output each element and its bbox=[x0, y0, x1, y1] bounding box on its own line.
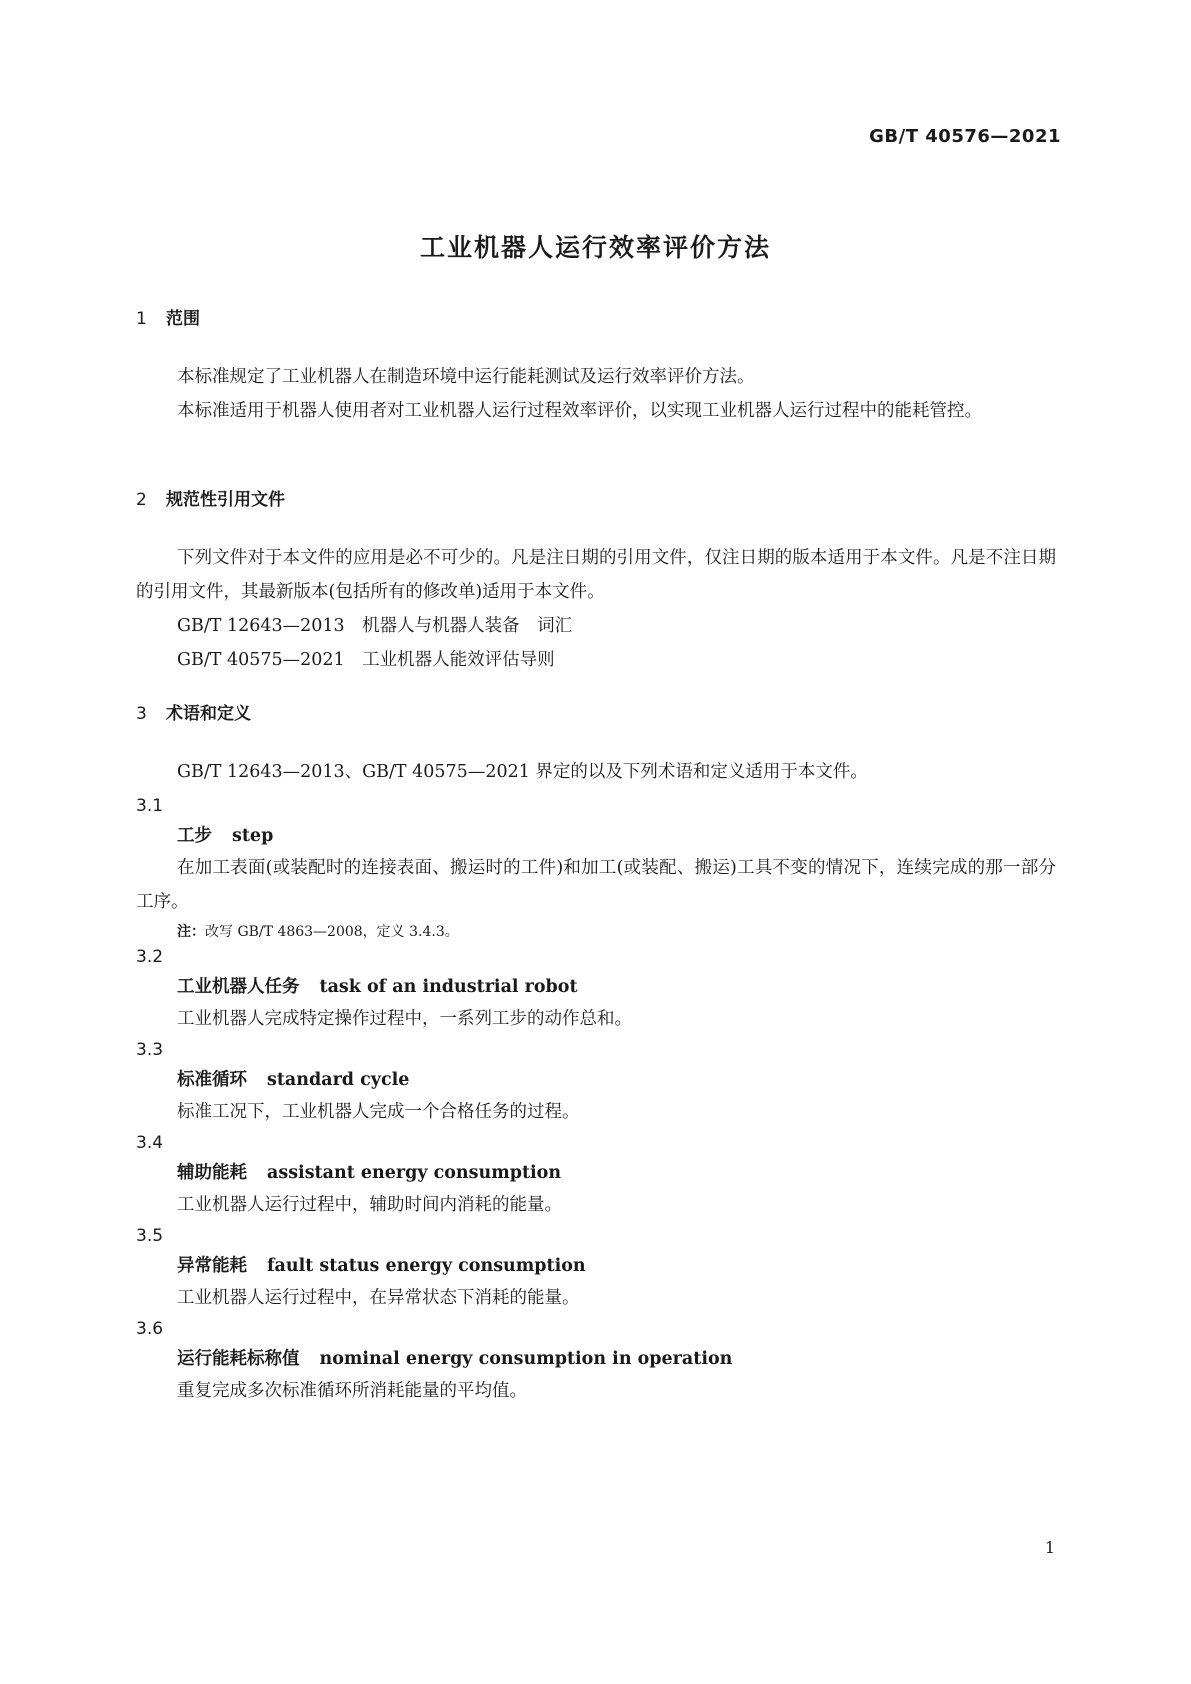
term-heading bbox=[136, 1158, 1056, 1188]
term-chinese: 异常能耗 bbox=[177, 1256, 247, 1276]
section-2-body bbox=[136, 541, 1056, 677]
term-heading bbox=[136, 821, 1056, 851]
term-number: 3.2 bbox=[136, 947, 164, 967]
term-3-4 bbox=[136, 1128, 1056, 1222]
term-3-5 bbox=[136, 1221, 1056, 1315]
section-1 bbox=[136, 306, 1056, 332]
term-chinese: 运行能耗标称值 bbox=[177, 1349, 300, 1369]
note-text: 改写 GB/T 4863—2008，定义 3.4.3。 bbox=[205, 924, 459, 940]
section-2 bbox=[136, 487, 1056, 513]
term-heading bbox=[136, 1251, 1056, 1281]
standard-code: GB/T 40576—2021 bbox=[869, 126, 1061, 147]
term-definition: 工业机器人完成特定操作过程中，一系列工步的动作总和。 bbox=[177, 1009, 632, 1029]
term-definition: 工业机器人运行过程中，在异常状态下消耗的能量。 bbox=[177, 1288, 580, 1308]
term-english: task of an industrial robot bbox=[319, 977, 578, 997]
term-definition: 在加工表面(或装配时的连接表面、搬运时的工件)和加工(或装配、搬运)工具不变的情况下，连续完成的那一部分工序。 bbox=[136, 858, 1056, 912]
term-3-2 bbox=[136, 942, 1056, 1036]
term-number: 3.4 bbox=[136, 1133, 164, 1153]
section-3 bbox=[136, 701, 1056, 727]
section-1-body bbox=[136, 360, 1056, 428]
term-heading bbox=[136, 1065, 1056, 1095]
section-title: 范围 bbox=[166, 309, 200, 329]
section-number: 1 bbox=[136, 309, 147, 329]
term-definition: 标准工况下，工业机器人完成一个合格任务的过程。 bbox=[177, 1102, 580, 1122]
term-number: 3.6 bbox=[136, 1319, 164, 1339]
paragraph: 本标准规定了工业机器人在制造环境中运行能耗测试及运行效率评价方法。 bbox=[177, 367, 755, 387]
term-english: assistant energy consumption bbox=[267, 1163, 562, 1183]
paragraph: GB/T 12643—2013、GB/T 40575—2021 界定的以及下列术语和定义适用于本文件。 bbox=[177, 762, 868, 782]
term-number: 3.5 bbox=[136, 1226, 164, 1246]
term-definition: 重复完成多次标准循环所消耗能量的平均值。 bbox=[177, 1381, 527, 1401]
paragraph: 本标准适用于机器人使用者对工业机器人运行过程效率评价，以实现工业机器人运行过程中的能耗管控。 bbox=[177, 401, 982, 421]
section-3-intro bbox=[136, 755, 1056, 789]
section-heading bbox=[136, 487, 1056, 513]
reference-item: GB/T 12643—2013 机器人与机器人装备 词汇 bbox=[177, 616, 573, 636]
term-3-6 bbox=[136, 1314, 1056, 1408]
reference-item: GB/T 40575—2021 工业机器人能效评估导则 bbox=[177, 650, 555, 670]
term-chinese: 标准循环 bbox=[177, 1070, 247, 1090]
section-number: 2 bbox=[136, 490, 147, 510]
term-chinese: 工业机器人任务 bbox=[177, 977, 300, 997]
term-chinese: 工步 bbox=[177, 826, 212, 846]
term-heading bbox=[136, 1344, 1056, 1374]
term-heading bbox=[136, 972, 1056, 1002]
section-number: 3 bbox=[136, 704, 147, 724]
term-english: step bbox=[232, 826, 274, 846]
term-definition: 工业机器人运行过程中，辅助时间内消耗的能量。 bbox=[177, 1195, 562, 1215]
section-heading bbox=[136, 306, 1056, 332]
paragraph: 下列文件对于本文件的应用是必不可少的。凡是注日期的引用文件，仅注日期的版本适用于本文件。凡是不注日期的引用文件，其最新版本(包括所有的修改单)适用于本文件。 bbox=[136, 548, 1056, 602]
section-heading bbox=[136, 701, 1056, 727]
term-english: standard cycle bbox=[267, 1070, 410, 1090]
section-title: 术语和定义 bbox=[166, 704, 251, 724]
term-number: 3.1 bbox=[136, 796, 164, 816]
term-3-1 bbox=[136, 791, 1056, 945]
page-number: 1 bbox=[1044, 1538, 1055, 1557]
note-label: 注： bbox=[177, 924, 205, 940]
section-title: 规范性引用文件 bbox=[166, 490, 285, 510]
document-title: 工业机器人运行效率评价方法 bbox=[419, 233, 771, 262]
term-chinese: 辅助能耗 bbox=[177, 1163, 247, 1183]
term-number: 3.3 bbox=[136, 1040, 164, 1060]
term-english: fault status energy consumption bbox=[267, 1256, 586, 1276]
term-3-3 bbox=[136, 1035, 1056, 1129]
term-english: nominal energy consumption in operation bbox=[319, 1349, 733, 1369]
